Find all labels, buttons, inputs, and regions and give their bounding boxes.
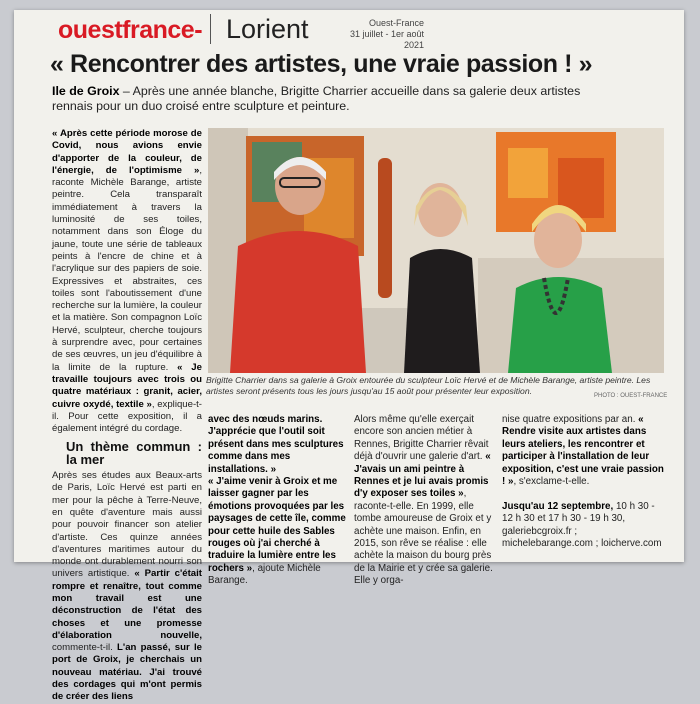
page-header	[14, 10, 684, 52]
lead-paragraph	[52, 84, 612, 114]
paragraph-2	[52, 470, 202, 704]
quote-herve-3: L'an passé, sur le port de Groix, je cherchais un nouveau matériau. J'ai trouvé des cordages qui m'ont permis de créer des liens	[52, 642, 202, 703]
quote-charrier: « J'avais un ami peintre à Rennes et je lui avais promis d'y exposer ses toiles »	[354, 451, 491, 500]
paragraph-1	[52, 128, 202, 435]
quote-herve-2: « Partir c'était rompre et renaître, tout comme mon travail est une déconstruction de l'état des choses et une promesse d'élaboration nouvelle,	[52, 568, 202, 641]
text-run: Après ses études aux Beaux-arts de Paris, Loïc Hervé est parti en mer pour la pêche à Terre-Neuve, en quête d'aventure mais aussi pour pouvoir financer son atelier d'artiste. Ces quinze années d'aventures maritimes autour du monde ont durablement nourri son univers artistique.	[52, 470, 202, 580]
headline: « Rencontrer des artistes, une vraie passion ! »	[50, 50, 593, 78]
quote-barange-2: « J'aime venir à Groix et me laisser gagner par les émotions provoquées par les paysages de cette île, comme pour cette huile des Sables rouges où j'ai cherché à traduire la lumière entre les rochers »	[208, 476, 346, 574]
column-bottom-1	[208, 414, 346, 588]
text-run: , ajoute Michèle Barange.	[208, 562, 321, 587]
text-run: commente-t-il.	[52, 642, 118, 654]
text-run: , raconte-t-elle. En 1999, elle tombe amoureuse de Groix et y achète une maison. Enfin, en 2015, son rêve se réalise : elle achète la maison du bourg près de la Mairie et y crée sa galerie. Elle y orga-	[354, 488, 493, 587]
header-divider	[210, 14, 211, 44]
lead-place: Ile de Groix	[52, 84, 120, 98]
exhibition-hours: 10 h 30 - 12 h 30 et 17 h 30 - 19 h 30, galeriebcgroix.fr ; michelebarange.com ; loicherve.com	[502, 500, 662, 550]
column-bottom-3	[502, 414, 666, 550]
lead-text: – Après une année blanche, Brigitte Charrier accueille dans sa galerie deux artistes rennais pour un duo croisé entre sculpture et peinture.	[52, 84, 581, 113]
quote-barange: « Après cette période morose de Covid, nous avions envie d'apporter de la couleur, de l'énergie, de l'optimisme »	[52, 128, 202, 176]
subheading: Un thème commun : la mer	[66, 439, 202, 467]
column-bottom-2	[354, 414, 494, 588]
issue-info	[342, 18, 424, 51]
sculpture	[378, 158, 392, 298]
article-photo	[208, 128, 664, 373]
exhibition-dates: Jusqu'au 12 septembre,	[502, 500, 614, 512]
text-run: , raconte Michèle Barange, artiste peintre. Cela transparaît immédiatement à travers la luminosité de ses toiles, notamment dans son Éloge du jaune, toute une série de tableaux peints à l'encre de chine et à l'acrylique sur des papiers de soie. Expressives et abstraites, ces toiles sont l'aboutissement d'une recherche sur la lumière, la couleur et la matière. Son compagnon Loïc Hervé, sculpteur, cherche toujours à surprendre avec, pour certaines de ses œuvres, un jeu d'équilibre à la limite de la rupture.	[52, 164, 202, 373]
quote-charrier-2: « Rendre visite aux artistes dans leurs ateliers, les rencontrer et participer à l'installation de leur exposition, c'est une vraie passion ! »	[502, 414, 664, 488]
quote-herve-4: avec des nœuds marins. J'apprécie que l'outil soit présent dans mes sculptures comme dans mes installations. »	[208, 414, 344, 475]
newspaper-clipping	[14, 10, 684, 703]
issue-date: 31 juillet - 1er août 2021	[349, 29, 424, 50]
quote-herve: « Je travaille toujours avec trois ou quatre matériaux : granit, acier, cuivre oxydé, textile »	[52, 361, 202, 410]
gallery-photo-illustration	[208, 128, 664, 373]
source-label: Ouest-France	[368, 18, 424, 28]
brand-logo: ouestfrance-	[58, 16, 203, 44]
text-run: nise quatre expositions par an.	[502, 414, 639, 425]
photo-caption: Brigitte Charrier dans sa galerie à Groix entourée du sculpteur Loïc Hervé et de Michèle Barange, artiste peintre. Les artistes seront présents tous les jours jusqu'au 15 août pour présenter leur exposition.	[206, 375, 651, 396]
text-run: , s'exclame-t-elle.	[513, 476, 590, 488]
column-left	[52, 128, 202, 704]
text-run: , explique-t-il. Pour cette exposition, il a également intégré du cordage.	[52, 398, 203, 435]
section-title: Lorient	[226, 14, 309, 44]
pedestal	[358, 308, 408, 373]
text-run: Alors même qu'elle exerçait encore son ancien métier à Rennes, Brigitte Charrier rêvait déjà d'ouvrir une galerie d'art.	[354, 414, 489, 463]
photo-credit: PHOTO : OUEST-FRANCE	[594, 393, 668, 399]
